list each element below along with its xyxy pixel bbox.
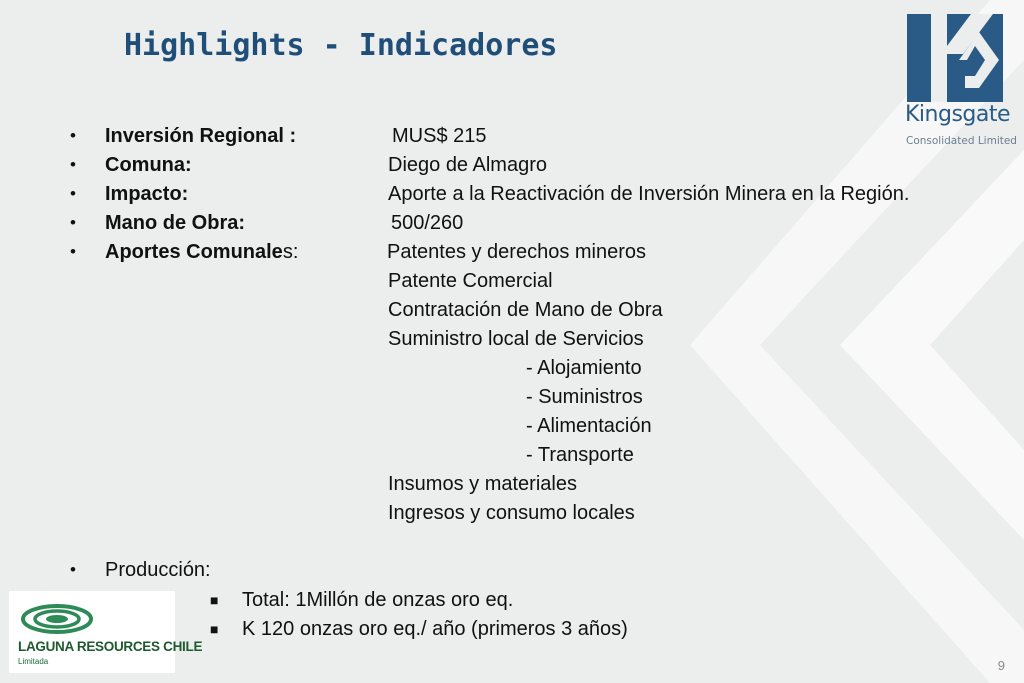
laguna-logo-name: LAGUNA RESOURCES CHILE — [18, 639, 203, 654]
aportes-item: Insumos y materiales — [388, 473, 577, 495]
bullet-dot: • — [70, 126, 76, 145]
kingsgate-k-logo-icon — [907, 14, 1003, 102]
produccion-label: Producción: — [105, 559, 211, 581]
servicio-item: - Suministros — [526, 386, 643, 408]
produccion-item: K 120 onzas oro eq./ año (primeros 3 años) — [242, 618, 628, 640]
inversion-label: Inversión Regional : — [105, 125, 297, 147]
impacto-label: Impacto: — [105, 183, 189, 205]
kingsgate-logo-subtitle: Consolidated Limited — [906, 135, 1017, 147]
laguna-resources-logo — [9, 591, 203, 673]
laguna-swirl-icon — [17, 601, 97, 635]
aportes-label-suffix: s: — [282, 241, 299, 263]
bullet-dot: • — [70, 184, 76, 203]
laguna-logo-subtitle: Limitada — [18, 657, 49, 666]
kingsgate-logo-name: Kingsgate — [905, 102, 1011, 127]
kingsgate-logo — [905, 14, 1017, 154]
inversion-value: MUS$ 215 — [392, 125, 487, 147]
bullet-dot: • — [70, 242, 76, 261]
aportes-label-bold: Aportes Comunale — [105, 241, 283, 263]
page-number: 9 — [997, 658, 1005, 673]
aportes-item: Patente Comercial — [388, 270, 553, 292]
bullet-dot: • — [70, 560, 76, 579]
mano-de-obra-label: Mano de Obra: — [105, 212, 246, 234]
impacto-value: Aporte a la Reactivación de Inversión Minera en la Región. — [388, 183, 910, 205]
square-bullet-icon: ■ — [210, 621, 219, 637]
page-title: Highlights - Indicadores — [124, 28, 558, 63]
bullet-dot: • — [70, 213, 76, 232]
aportes-value: Patentes y derechos mineros — [387, 241, 647, 263]
aportes-label — [105, 240, 298, 264]
servicio-item: - Alimentación — [526, 415, 652, 437]
servicio-item: - Alojamiento — [526, 357, 642, 379]
servicio-item: - Transporte — [526, 444, 634, 466]
aportes-item: Ingresos y consumo locales — [388, 502, 635, 524]
produccion-item: Total: 1Millón de onzas oro eq. — [242, 589, 514, 611]
comuna-label: Comuna: — [105, 154, 192, 176]
bullet-dot: • — [70, 155, 76, 174]
comuna-value: Diego de Almagro — [388, 154, 547, 176]
mano-de-obra-value: 500/260 — [391, 212, 464, 234]
square-bullet-icon: ■ — [210, 592, 219, 608]
aportes-item: Contratación de Mano de Obra — [388, 299, 663, 321]
aportes-item: Suministro local de Servicios — [388, 328, 644, 350]
